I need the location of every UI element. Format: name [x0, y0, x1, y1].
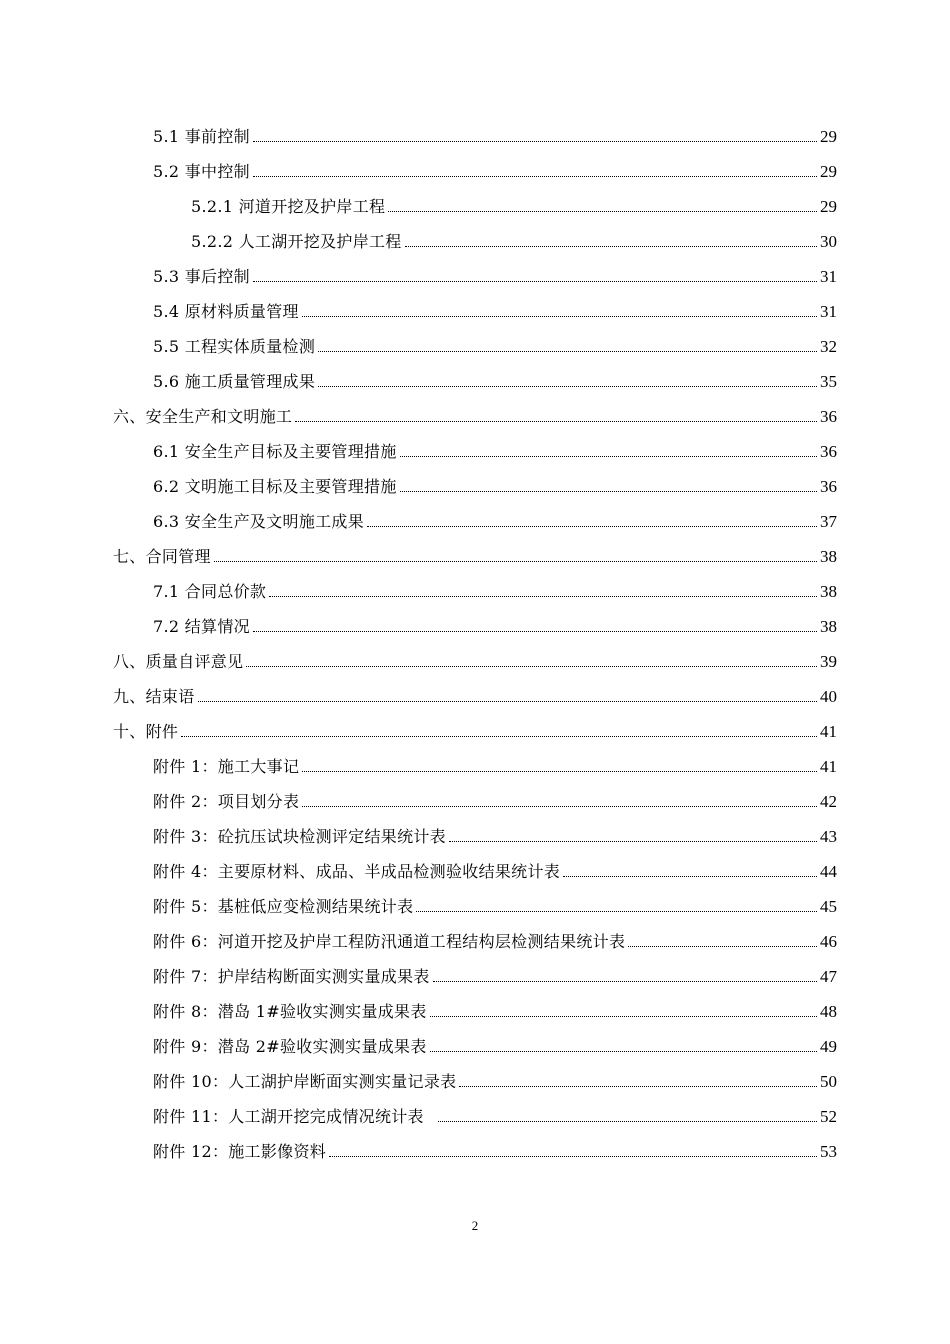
dot-leader [430, 1051, 817, 1052]
toc-entry-label: 附件 1：施工大事记 [153, 757, 300, 776]
toc-entry[interactable] [153, 438, 837, 462]
toc-entry[interactable] [153, 263, 837, 287]
toc-entry-page: 44 [820, 862, 837, 881]
dot-leader [433, 981, 817, 982]
toc-entry-label: 六、安全生产和文明施工 [113, 407, 293, 426]
toc-entry[interactable] [113, 683, 837, 707]
toc-entry-page: 32 [820, 337, 837, 356]
dot-leader [253, 141, 817, 142]
toc-entry[interactable] [153, 613, 837, 637]
toc-entry-label: 5.1 事前控制 [153, 127, 250, 146]
toc-entry-label: 6.1 安全生产目标及主要管理措施 [153, 442, 397, 461]
toc-entry[interactable] [153, 473, 837, 497]
toc-entry[interactable] [113, 718, 837, 742]
toc-entry-page: 36 [820, 477, 837, 496]
toc-entry-page: 35 [820, 372, 837, 391]
toc-entry-page: 46 [820, 932, 837, 951]
toc-entry-label: 附件 6：河道开挖及护岸工程防汛通道工程结构层检测结果统计表 [153, 932, 626, 951]
toc-entry-label: 附件 8：潜岛 1#验收实测实量成果表 [153, 1002, 427, 1021]
toc-entry[interactable] [153, 858, 837, 882]
toc-entry-label: 6.2 文明施工目标及主要管理措施 [153, 477, 397, 496]
toc-entry-label: 7.2 结算情况 [153, 617, 250, 636]
toc-entry-label: 7.1 合同总价款 [153, 582, 267, 601]
toc-entry-label: 附件 12：施工影像资料 [153, 1142, 327, 1161]
toc-entry-page: 42 [820, 792, 837, 811]
toc-entry[interactable] [153, 578, 837, 602]
dot-leader [459, 1086, 817, 1087]
toc-entry-label: 七、合同管理 [113, 547, 211, 566]
toc-entry[interactable] [153, 823, 837, 847]
toc-entry-page: 48 [820, 1002, 837, 1021]
toc-entry[interactable] [113, 403, 837, 427]
toc-entry-page: 50 [820, 1072, 837, 1091]
toc-entry-page: 45 [820, 897, 837, 916]
toc-entry-page: 29 [820, 197, 837, 216]
toc-entry[interactable] [153, 123, 837, 147]
dot-leader [295, 421, 817, 422]
toc-entry-page: 36 [820, 442, 837, 461]
toc-entry[interactable] [153, 963, 837, 987]
toc-entry-page: 31 [820, 302, 837, 321]
toc-entry-label: 附件 7：护岸结构断面实测实量成果表 [153, 967, 430, 986]
toc-entry[interactable] [153, 1138, 837, 1162]
dot-leader [405, 246, 817, 247]
toc-entry[interactable] [153, 893, 837, 917]
dot-leader [329, 1156, 817, 1157]
dot-leader [181, 736, 817, 737]
toc-entry-label: 6.3 安全生产及文明施工成果 [153, 512, 365, 531]
toc-entry-page: 38 [820, 547, 837, 566]
toc-entry[interactable] [153, 158, 837, 182]
dot-leader [253, 176, 817, 177]
toc-entry-label: 5.2.2 人工湖开挖及护岸工程 [191, 232, 402, 251]
toc-entry-label: 5.2.1 河道开挖及护岸工程 [191, 197, 386, 216]
dot-leader [449, 841, 817, 842]
dot-leader [246, 666, 817, 667]
toc-entry-label: 附件 10：人工湖护岸断面实测实量记录表 [153, 1072, 457, 1091]
toc-entry-label: 八、质量自评意见 [113, 652, 244, 671]
toc-entry-page: 49 [820, 1037, 837, 1056]
toc-entry-page: 41 [820, 722, 837, 741]
dot-leader [628, 946, 817, 947]
toc-entry[interactable] [191, 193, 837, 217]
toc-entry-page: 29 [820, 127, 837, 146]
dot-leader [318, 386, 817, 387]
toc-entry[interactable] [153, 508, 837, 532]
toc-entry-page: 39 [820, 652, 837, 671]
toc-entry[interactable] [113, 543, 837, 567]
dot-leader [269, 596, 817, 597]
toc-entry-label: 十、附件 [113, 722, 179, 741]
dot-leader [367, 526, 817, 527]
dot-leader [302, 771, 817, 772]
toc-entry-label: 5.6 施工质量管理成果 [153, 372, 316, 391]
dot-leader [563, 876, 817, 877]
toc-entry[interactable] [153, 753, 837, 777]
toc-entry-page: 53 [820, 1142, 837, 1161]
toc-entry-page: 40 [820, 687, 837, 706]
toc-entry[interactable] [153, 998, 837, 1022]
toc-entry-label: 5.5 工程实体质量检测 [153, 337, 316, 356]
dot-leader [302, 806, 817, 807]
dot-leader [438, 1121, 817, 1122]
dot-leader [253, 281, 817, 282]
toc-entry-label: 附件 2：项目划分表 [153, 792, 300, 811]
toc-entry-label: 附件 9：潜岛 2#验收实测实量成果表 [153, 1037, 427, 1056]
toc-entry-page: 47 [820, 967, 837, 986]
toc-entry-page: 38 [820, 617, 837, 636]
toc-entry-page: 41 [820, 757, 837, 776]
dot-leader [318, 351, 817, 352]
dot-leader [430, 1016, 817, 1017]
dot-leader [416, 911, 817, 912]
toc-entry-label: 附件 11：人工湖开挖完成情况统计表 [153, 1107, 424, 1126]
toc-entry[interactable] [153, 928, 837, 952]
toc-entry-page: 52 [820, 1107, 837, 1126]
toc-entry-page: 29 [820, 162, 837, 181]
toc-entry-page: 36 [820, 407, 837, 426]
toc-entry-label: 九、结束语 [113, 687, 195, 706]
toc-entry[interactable] [113, 648, 837, 672]
dot-leader [302, 316, 817, 317]
dot-leader [400, 491, 817, 492]
dot-leader [214, 561, 817, 562]
toc-entry[interactable] [153, 1103, 837, 1127]
toc-entry[interactable] [153, 788, 837, 812]
toc-entry-label: 附件 5：基桩低应变检测结果统计表 [153, 897, 414, 916]
toc-entry-page: 31 [820, 267, 837, 286]
toc-entry-label: 5.2 事中控制 [153, 162, 250, 181]
toc-entry-label: 5.3 事后控制 [153, 267, 250, 286]
toc-entry-page: 37 [820, 512, 837, 531]
toc-entry-label: 附件 4：主要原材料、成品、半成品检测验收结果统计表 [153, 862, 561, 881]
toc-entry-label: 5.4 原材料质量管理 [153, 302, 299, 321]
toc-entry[interactable] [153, 1033, 837, 1057]
toc-entry[interactable] [153, 298, 837, 322]
dot-leader [400, 456, 817, 457]
dot-leader [388, 211, 817, 212]
toc-entry[interactable] [191, 228, 837, 252]
dot-leader [253, 631, 817, 632]
toc-entry-label: 附件 3：砼抗压试块检测评定结果统计表 [153, 827, 446, 846]
toc-entry-page: 30 [820, 232, 837, 251]
toc-entry[interactable] [153, 333, 837, 357]
toc-entry-page: 43 [820, 827, 837, 846]
toc-entry[interactable] [153, 1068, 837, 1092]
toc-entry-page: 38 [820, 582, 837, 601]
dot-leader [198, 701, 817, 702]
toc-entry[interactable] [153, 368, 837, 392]
page-number: 2 [471, 1218, 479, 1233]
